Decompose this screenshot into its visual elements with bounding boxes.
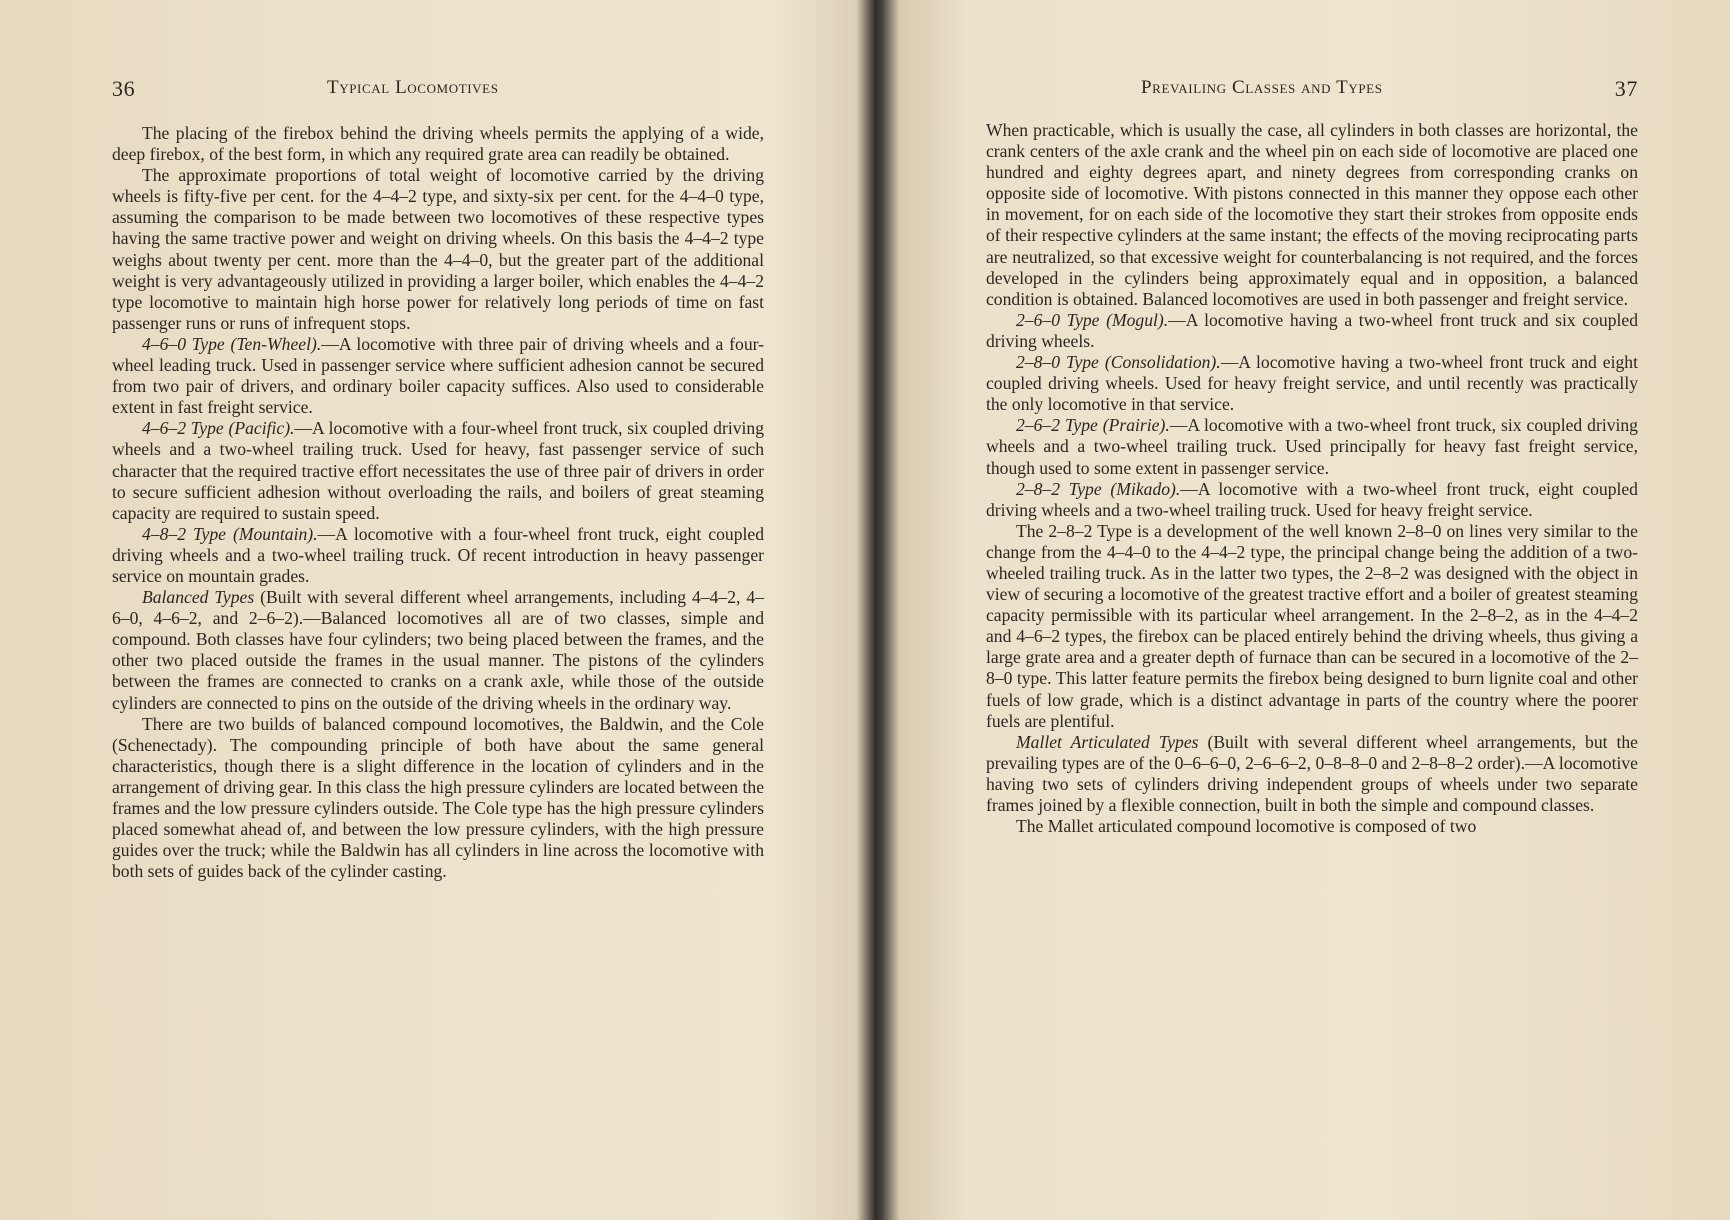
- paragraph: There are two builds of balanced compound locomotives, the Baldwin, and the Cole (Schenectady). The compounding principle of both have about the same general characteristics, though there is a slight difference in the location of cylinders and in the arrangement of driving gear. In this class the high pressure cylinders are located between the frames and the low pressure cylinders outside. The Cole type has the high pressure cylinders placed somewhat ahead of, and between the low pressure cylinders, with the high pressure guides over the truck; while the Baldwin has all cylinders in line across the locomotive with both sets of guides back of the cylinder casting.: [112, 713, 764, 882]
- right-page: [986, 0, 1638, 1220]
- paragraph: [112, 587, 764, 714]
- left-page-header: [112, 76, 764, 104]
- paragraph-lead: 2–8–2 Type (Mikado).: [1016, 478, 1181, 499]
- right-page-header: [986, 76, 1638, 104]
- paragraph: The 2–8–2 Type is a development of the well known 2–8–0 on lines very similar to the change from the 4–4–0 to the 4–4–2 type, the principal change being the addition of a two-wheeled trailing truck. As in the latter two types, the 2–8–2 was designed with the object in view of securing a locomotive of the greatest tractive effort and a boiler of greatest steaming capacity permissible with its particular wheel arrangement. In the 2–8–2, as in the 4–4–2 and 4–6–2 types, the firebox can be placed entirely behind the driving wheels, thus giving a large grate area and a greater depth of furnace than can be secured in a locomotive of the 2–8–0 type. This latter feature permits the firebox being designed to burn lignite coal and other fuels of low grade, which is a distinct advantage in parts of the country where the poorer fuels are plentiful.: [986, 520, 1638, 731]
- paragraph-body: (Built with several different wheel arrangements, but the prevailing types are of the 0–6–6–0, 2–6–6–2, 0–8–8–0 and 2–8–8–2 order).—A locomotive having two sets of cylinders driving independent groups of wheels under two separate frames joined by a flexible connection, built in both the simple and compound classes.: [986, 731, 1638, 815]
- page-number: 36: [112, 76, 136, 101]
- paragraph-lead: 4–6–2 Type (Pacific).: [142, 418, 295, 439]
- paragraph-body: —A locomotive with three pair of driving wheels and a four-wheel leading truck. Used in passenger service where sufficient adhesion cannot be secured from two pair of drivers, and ordinary boiler capacity suffices. Also used to considerable extent in fast freight service.: [112, 333, 764, 418]
- paragraph-body: (Built with several different wheel arrangements, including 4–4–2, 4–6–0, 4–6–2, and 2–6–2).—Balanced locomotives all are of two classes, simple and compound. Both classes have four cylinders; two being placed between the frames, and the other two placed outside the frames in the usual manner. The pistons of the cylinders between the frames are connected to cranks on a crank axle, while those of the outside cylinders are connected to pins on the outside of the driving wheels in the ordinary way.: [112, 587, 764, 713]
- paragraph: [986, 415, 1638, 478]
- paragraph-lead: 2–6–2 Type (Prairie).: [1016, 415, 1170, 436]
- running-head: Prevailing Classes and Types: [1141, 77, 1383, 98]
- paragraph: [986, 479, 1638, 521]
- paragraph-body: —A locomotive having a two-wheel front truck and six coupled driving wheels.: [986, 309, 1638, 351]
- paragraph-body: —A locomotive with a two-wheel front truck, eight coupled driving wheels and a two-wheel trailing truck. Used for heavy freight service.: [986, 478, 1638, 520]
- left-page: [112, 0, 764, 1220]
- paragraph-lead: 4–8–2 Type (Mountain).: [142, 523, 318, 544]
- paragraph: [112, 334, 764, 418]
- paragraph: [986, 310, 1638, 352]
- right-page-body: [986, 120, 1638, 837]
- paragraph-body: —A locomotive with a four-wheel front truck, eight coupled driving wheels and a two-wheel trailing truck. Of recent introduction in heavy passenger service on mountain grades.: [112, 523, 764, 586]
- paragraph: The placing of the firebox behind the driving wheels permits the applying of a wide, deep firebox, of the best form, in which any required grate area can readily be obtained.: [112, 123, 764, 165]
- paragraph: [986, 352, 1638, 415]
- paragraph: [112, 524, 764, 587]
- paragraph: [112, 418, 764, 523]
- running-head: Typical Locomotives: [327, 77, 499, 98]
- page-number: 37: [1614, 76, 1638, 101]
- paragraph: The approximate proportions of total weight of locomotive carried by the driving wheels is fifty-five per cent. for the 4–4–2 type, and sixty-six per cent. for the 4–4–0 type, assuming the comparison to be made between two locomotives of these respective types having the same tractive power and weight on driving wheels. On this basis the 4–4–2 type weighs about twenty per cent. more than the 4–4–0, but the greater part of the additional weight is very advantageously utilized in providing a larger boiler, which enables the 4–4–2 type locomotive to maintain high horse power for relatively long periods of time on fast passenger runs or runs of infrequent stops.: [112, 165, 764, 333]
- paragraph-lead: 2–8–0 Type (Consolidation).: [1016, 352, 1221, 373]
- paragraph: [986, 732, 1638, 816]
- paragraph-lead: Mallet Articulated Types: [1016, 731, 1199, 752]
- paragraph-lead: 2–6–0 Type (Mogul).: [1016, 309, 1169, 330]
- paragraph-body: —A locomotive having a two-wheel front truck and eight coupled driving wheels. Used for heavy freight service, and until recently was practically the only locomotive in that service.: [986, 352, 1638, 415]
- paragraph-lead: 4–6–0 Type (Ten-Wheel).: [142, 333, 322, 354]
- paragraph-lead: Balanced Types: [142, 587, 255, 608]
- paragraph: The Mallet articulated compound locomotive is composed of two: [1016, 816, 1477, 837]
- paragraph: When practicable, which is usually the case, all cylinders in both classes are horizontal, the crank centers of the axle crank and the wheel pin on each side of locomotive are placed one hundred and eighty degrees apart, and ninety degrees from corresponding cranks on opposite side of locomotive. With pistons connected in this manner they oppose each other in movement, for on each side of the locomotive they start their strokes from opposite ends of their respective cylinders at the same instant; the effects of the moving reciprocating parts are neutralized, so that excessive weight for counterbalancing is not required, and the forces developed in the cylinders being approximately equal and in opposition, a balanced condition is obtained. Balanced locomotives are used in both passenger and freight service.: [986, 120, 1638, 309]
- left-page-body: [112, 123, 764, 882]
- paragraph-body: —A locomotive with a two-wheel front truck, six coupled driving wheels and a two-wheel trailing truck. Used principally for heavy fast freight service, though used to some extent in passenger service.: [986, 415, 1638, 478]
- paragraph-body: —A locomotive with a four-wheel front truck, six coupled driving wheels and a two-wheel trailing truck. Used for heavy, fast passenger service of such character that the required tractive effort necessitates the use of three pair of drivers in order to secure sufficient adhesion without overloading the rails, and boilers of great steaming capacity are required to sustain speed.: [112, 418, 764, 523]
